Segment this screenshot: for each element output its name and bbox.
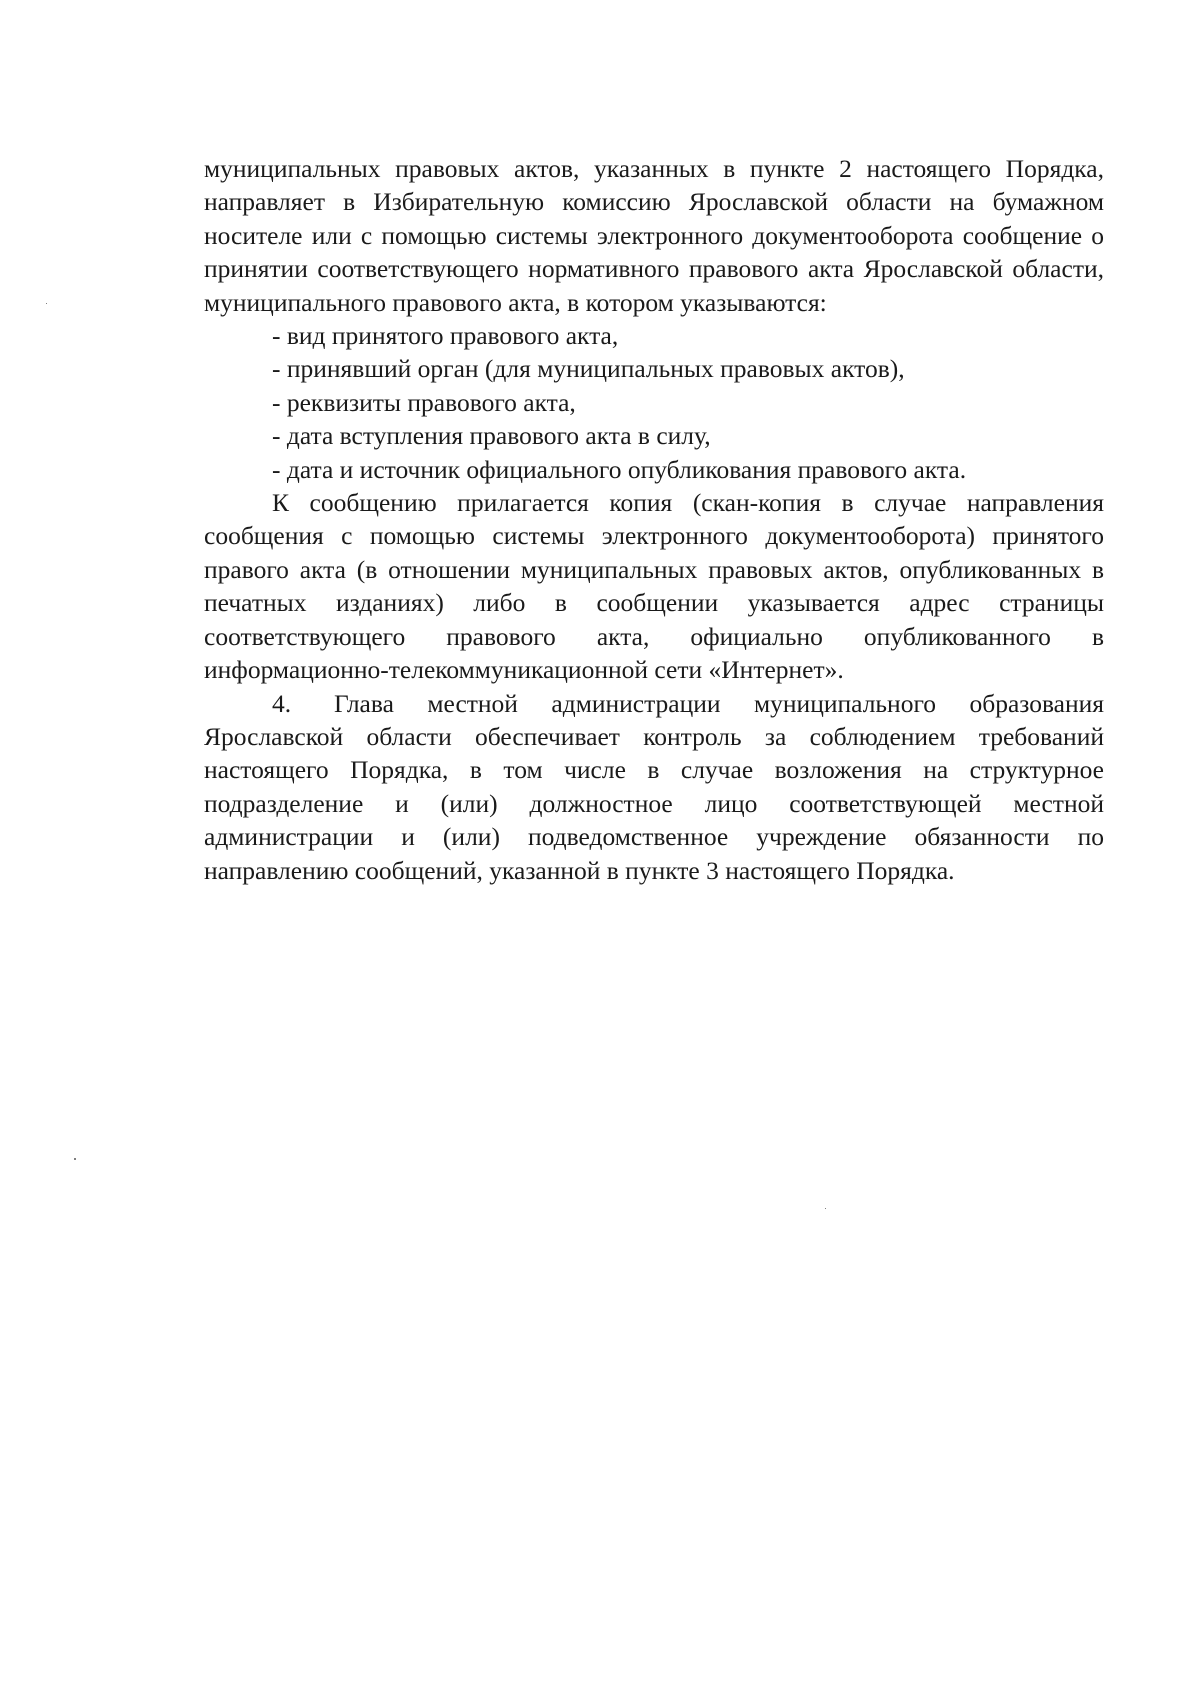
list-item-requisites: - реквизиты правового акта,: [272, 387, 576, 417]
list-item-issuing-body: - принявший орган (для муниципальных правовых актов),: [272, 354, 905, 384]
scan-speck: [825, 1208, 826, 1209]
scan-speck: [46, 303, 47, 304]
list-item-publication: - дата и источник официального опубликования правового акта.: [272, 454, 967, 484]
document-body: [204, 152, 1104, 887]
item-number: 4.: [272, 688, 292, 718]
scan-speck: [74, 1158, 76, 1160]
list-item-act-type: - вид принятого правового акта,: [272, 321, 619, 351]
numbered-item-4: [204, 687, 1104, 887]
item-4-text: Глава местной администрации муниципального образования Ярославской области обеспечивает контроль за соблюдением требований настоящего Порядка, в том числе в случае возложения на структурное подразделение и (или) должностное лицо соответствующей местной администрации и (или) подведомственное учреждение обязанности по направлению сообщений, указанной в пункте 3 настоящего Порядка.: [204, 688, 1104, 885]
paragraph-continuation: муниципальных правовых актов, указанных в пункте 2 настоящего Порядка, направляет в Избирательную комиссию Ярославской области на бумажном носителе или с помощью системы электронного документооборота сообщение о принятии соответствующего нормативного правового акта Ярославской области, муниципального правового акта, в котором указываются:: [204, 154, 1104, 317]
paragraph-attachment: К сообщению прилагается копия (скан-копия в случае направления сообщения с помощью системы электронного документооборота) принятого правого акта (в отношении муниципальных правовых актов, опубликованных в печатных изданиях) либо в сообщении указывается адрес страницы соответствующего правового акта, официально опубликованного в информационно-телекоммуникационной сети «Интернет».: [204, 488, 1104, 685]
list-item-effective-date: - дата вступления правового акта в силу,: [272, 421, 711, 451]
